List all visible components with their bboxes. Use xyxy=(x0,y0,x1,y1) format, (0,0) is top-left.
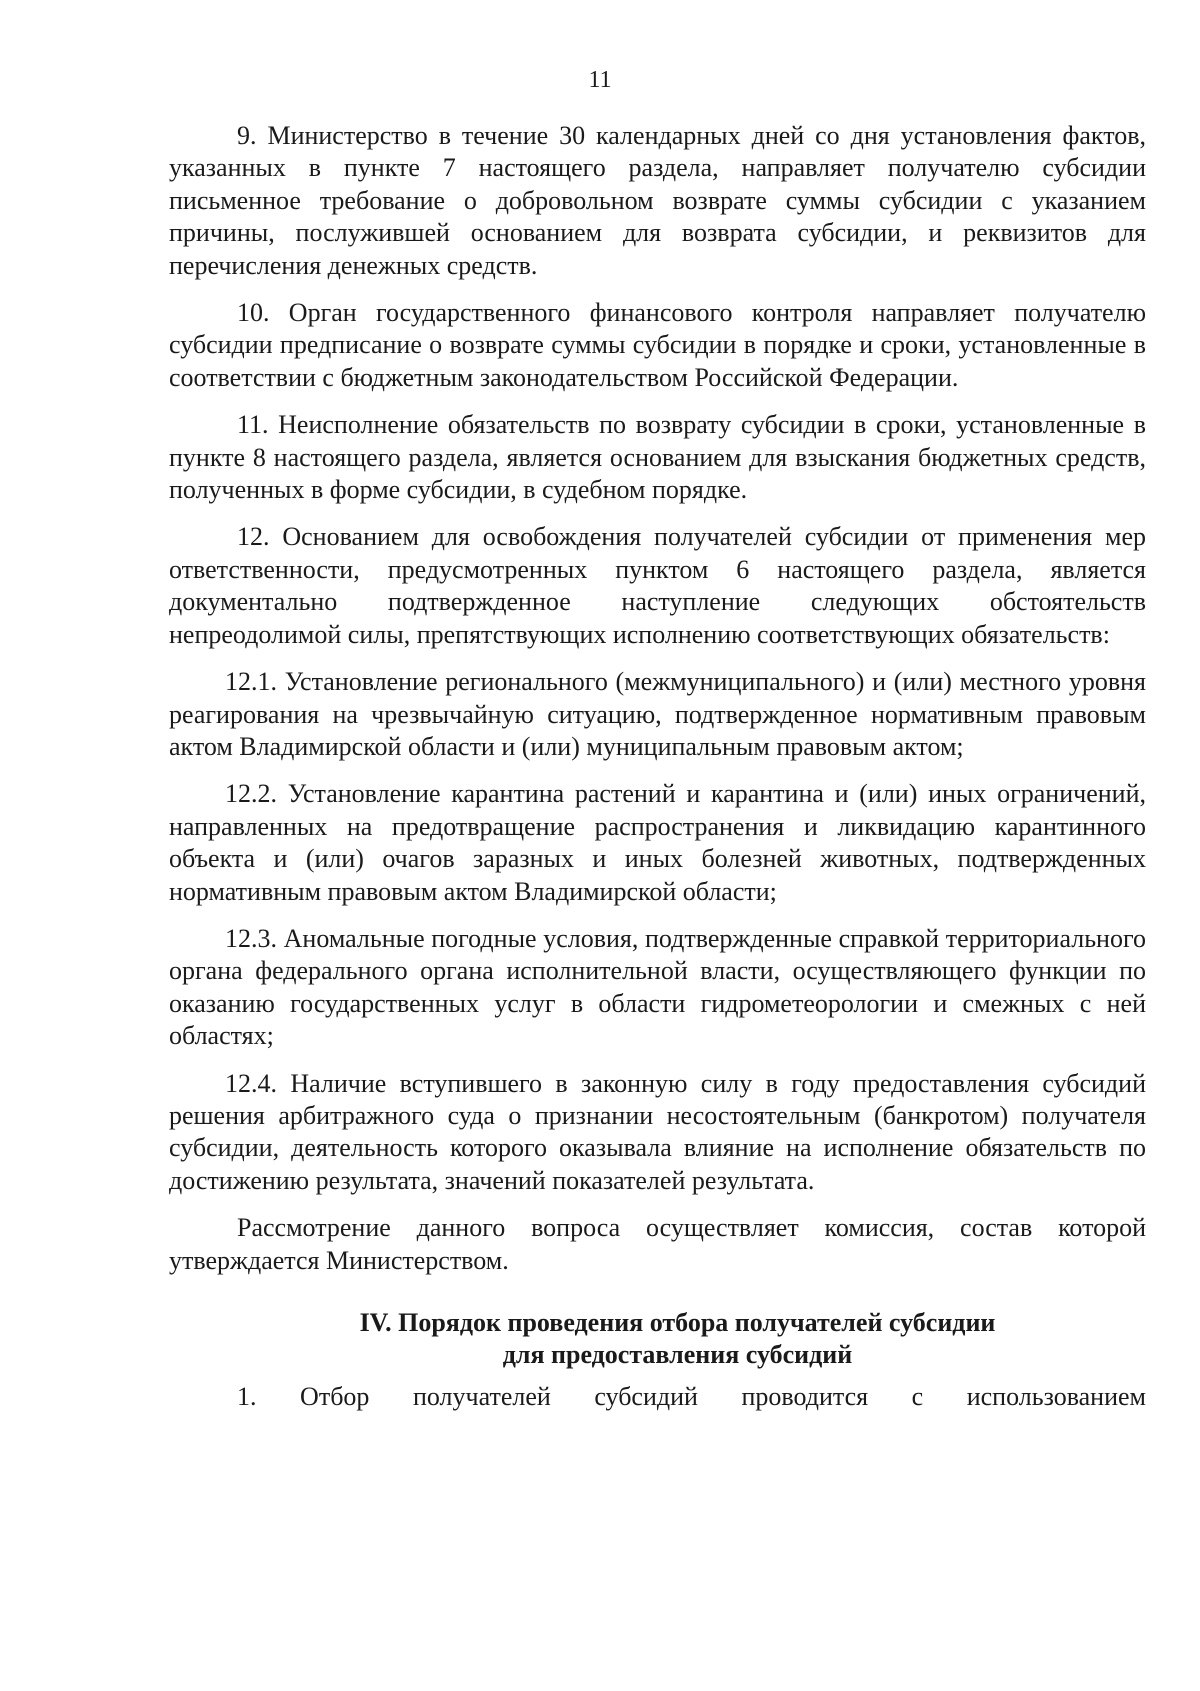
section-heading xyxy=(169,1307,1146,1371)
section-heading-line-1: IV. Порядок проведения отбора получателей субсидии xyxy=(359,1308,996,1337)
page-number: 11 xyxy=(588,67,612,93)
paragraph-section4-1: 1. Отбор получателей субсидий проводится с использованием xyxy=(237,1382,1146,1411)
paragraph-9: 9. Министерство в течение 30 календарных дней со дня установления фактов, указанных в пункте 7 настоящего раздела, направляет получателю субсидии письменное требование о добровольном возврате суммы субсидии с указанием причины, послужившей основанием для возврата субсидии, и реквизитов для перечисления денежных средств. xyxy=(169,121,1146,280)
paragraph-12-4: 12.4. Наличие вступившего в законную силу в году предоставления субсидий решения арбитражного суда о признании несостоятельным (банкротом) получателя субсидии, деятельность которого оказывала влияние на исполнение обязательств по достижению результата, значений показателей результата. xyxy=(169,1068,1146,1195)
paragraph-10: 10. Орган государственного финансового контроля направляет получателю субсидии предписание о возврате суммы субсидии в порядке и сроки, установленные в соответствии с бюджетным законодательством Российской Федерации. xyxy=(169,298,1146,392)
paragraph-12: 12. Основанием для освобождения получателей субсидии от применения мер ответственности, предусмотренных пунктом 6 настоящего раздела, является документально подтвержденное наступление следующих обстоятельств непреодолимой силы, препятствующих исполнению соответствующих обязательств: xyxy=(169,522,1146,649)
section-heading-line-2: для предоставления субсидий xyxy=(502,1340,853,1369)
paragraph-commission: Рассмотрение данного вопроса осуществляет комиссия, состав которой утверждается Министерством. xyxy=(169,1213,1146,1275)
paragraph-12-2: 12.2. Установление карантина растений и карантина и (или) иных ограничений, направленных на предотвращение распространения и ликвидацию карантинного объекта и (или) очагов заразных и иных болезней животных, подтвержденных нормативным правовым актом Владимирской области; xyxy=(169,779,1146,906)
document-body xyxy=(169,120,1146,1428)
paragraph-12-1: 12.1. Установление регионального (межмуниципального) и (или) местного уровня реагирования на чрезвычайную ситуацию, подтвержденное нормативным правовым актом Владимирской области и (или) муниципальным правовым актом; xyxy=(169,667,1146,761)
paragraph-12-3: 12.3. Аномальные погодные условия, подтвержденные справкой территориального органа федерального органа исполнительной власти, осуществляющего функции по оказанию государственных услуг в области гидрометеорологии и смежных с ней областях; xyxy=(169,923,1146,1051)
paragraph-11: 11. Неисполнение обязательств по возврату субсидии в сроки, установленные в пункте 8 настоящего раздела, является основанием для взыскания бюджетных средств, полученных в форме субсидии, в судебном порядке. xyxy=(169,410,1146,505)
